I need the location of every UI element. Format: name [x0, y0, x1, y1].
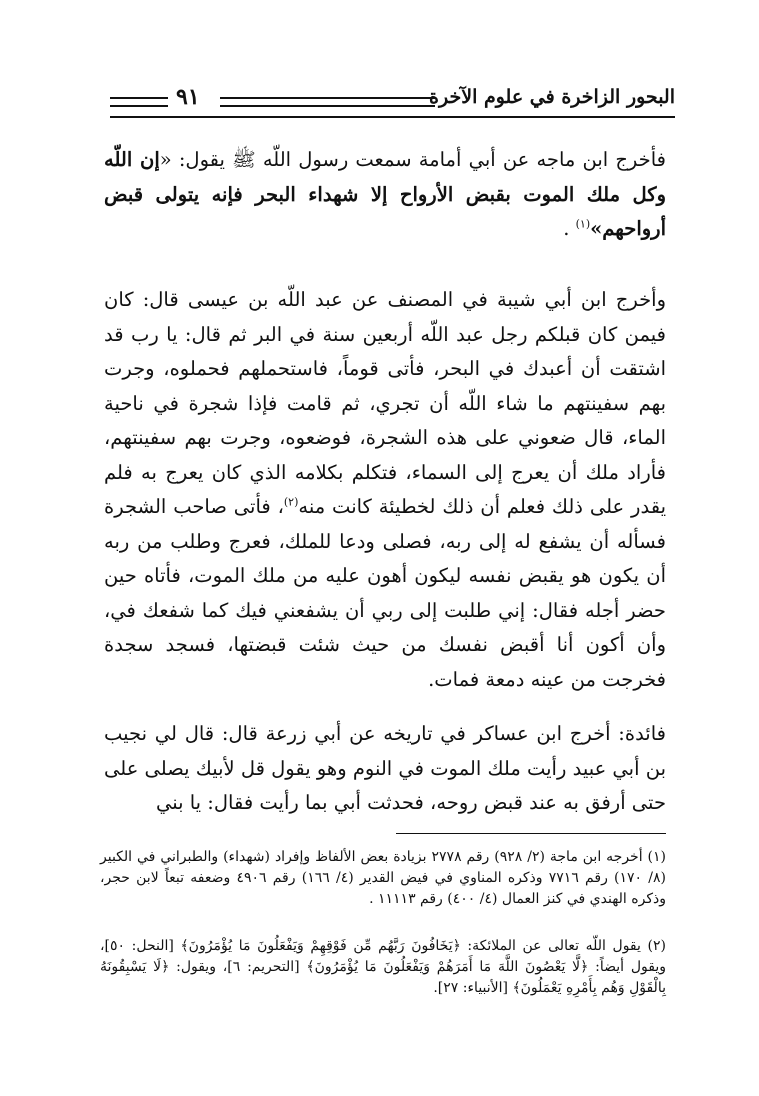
header-double-rule-short	[110, 97, 168, 107]
page-number: ٩١	[176, 84, 200, 110]
hadith-quote: إن اللّه وكل ملك الموت بقبض الأرواح إلا شهداء البحر فإنه يتولى قبض أرواحهم	[104, 148, 666, 240]
header-double-rule	[220, 97, 435, 107]
running-title: البحور الزاخرة في علوم الآخرة	[429, 86, 675, 108]
header-underline	[110, 116, 675, 118]
paragraph-ibn-majah	[104, 143, 666, 247]
footnote-separator	[396, 833, 666, 834]
page-header	[110, 84, 675, 118]
paragraph-text-cont: ، فأتى صاحب الشجرة فسأله أن يشفع له إلى ربه، فصلى ودعا للملك، فعرج وطلب من ربه أن يكون هو يقبض نفسه ليكون أهون عليه من ملك الموت، فأتاه حين حضر أجله فقال: إني طلبت إلى ربي أن يشفعني فيك كما شفعك في، وأن أكون أنا أقبض نفسك من حيث شئت قبضتها، فسجد سجدة فخرجت من عينه دمعة فمات.	[104, 495, 666, 691]
paragraph-text: فائدة: أخرج ابن عساكر في تاريخه عن أبي زرعة قال: قال لي نجيب بن أبي عبيد رأيت ملك الموت في النوم وهو يقول قل لأبيك يصلى على حتى أرفق به عند قبض روحه، فحدثت أبي بما رأيت فقال: يا بني	[103, 722, 666, 814]
hadith-quote-close: »	[590, 217, 603, 240]
paragraph-text: وأخرج ابن أبي شيبة في المصنف عن عبد اللّه بن عيسى قال: كان فيمن كان قبلكم رجل عبد اللّه أربعين سنة في البر ثم قال: يا رب قد اشتقت أن أعبدك في البحر، فأتى قوماً، فاستحملهم فحملوه، وجرت بهم سفينتهم ما شاء اللّه أن تجري، ثم قامت فإذا شجرة في ناحية الماء، قال ضعوني على هذه الشجرة، فوضعوه، وجرت بهم سفينتهم، فأراد ملك أن يعرج إلى السماء، فتكلم بكلامه الذي كان يعرج به فلم يقدر على ذلك فعلم أن ذلك لخطيئة كانت منه	[104, 288, 666, 518]
paragraph-faidah	[104, 717, 666, 821]
paragraph-end: .	[563, 217, 570, 240]
footnote-1: (١) أخرجه ابن ماجة (٢/ ٩٢٨) رقم ٢٧٧٨ بزيادة بعض الألفاظ وإفراد (شهداء) والطبراني في الكبير (٨/ ١٧٠) رقم ٧٧١٦ وذكره المناوي في فيض القدير (٤/ ١٦٦) رقم ٤٩٠٦ وضعفه تبعاً لابن حجر، وذكره الهندي في كنز العمال (٤/ ٤٠٠) رقم ١١١١٣ .	[100, 849, 666, 907]
hadith-intro: فأخرج ابن ماجه عن أبي أمامة سمعت رسول اللّه ﷺ يقول: «	[159, 148, 667, 171]
footnote-2: (٢) يقول اللّه تعالى عن الملائكة: ﴿يَخَافُونَ رَبَّهُم مِّن فَوْقِهِمْ وَيَفْعَلُونَ مَا يُؤْمَرُونَ﴾ [النحل: ٥٠]، ويقول أيضاً: ﴿لَّا يَعْصُونَ اللَّهَ مَا أَمَرَهُمْ وَيَفْعَلُونَ مَا يُؤْمَرُونَ﴾ [التحريم: ٦]، ويقول: ﴿لَا يَسْبِقُونَهُ بِالْقَوْلِ وَهُم بِأَمْرِهِ يَعْمَلُونَ﴾ [الأنبياء: ٢٧].	[100, 938, 666, 996]
paragraph-ibn-abi-shaybah	[104, 283, 666, 697]
footnote-ref-1[interactable]: (١)	[575, 217, 591, 231]
footnote-ref-2[interactable]: (٢)	[283, 495, 299, 509]
